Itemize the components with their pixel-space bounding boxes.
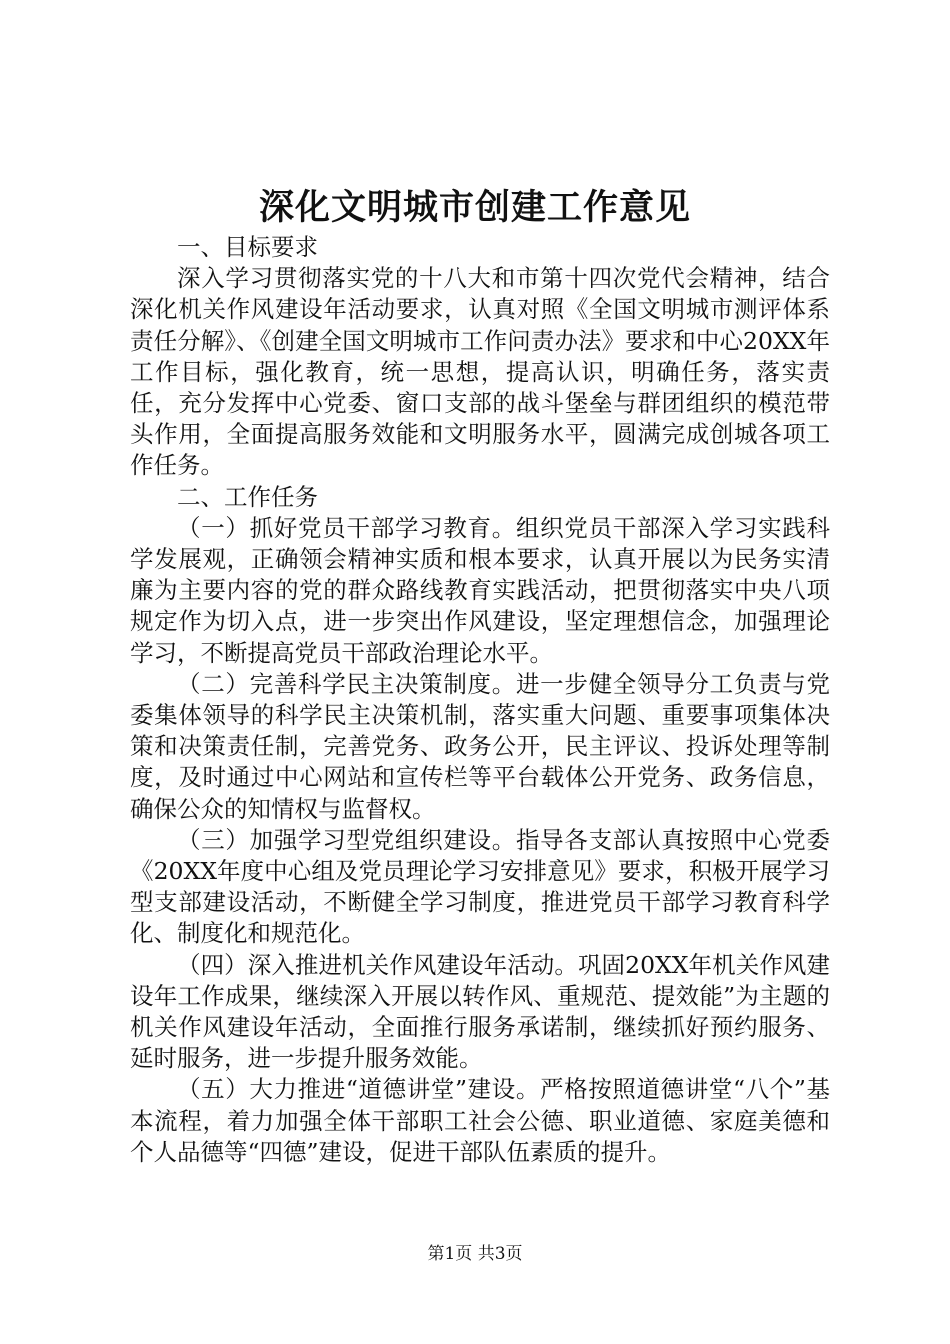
section-heading-goals: 一、目标要求: [177, 233, 318, 261]
section-heading-tasks: 二、工作任务: [177, 482, 318, 511]
paragraph-task-1: （一）抓好党员干部学习教育。组织党员干部深入学习实践科学发展观，正确领会精神实质和根本要求，认真开展以为民务实清廉为主要内容的党的群众路线教育实践活动，把贯彻落实中央八项规定作为切入点，进一步突出作风建设，坚定理想信念，加强理论学习，不断提高党员干部政治理论水平。: [130, 513, 830, 667]
document-title: 深化文明城市创建工作意见: [258, 187, 691, 228]
paragraph-goals: 深入学习贯彻落实党的十八大和市第十四次党代会精神，结合深化机关作风建设年活动要求，认真对照《全国文明城市测评体系责任分解》、《创建全国文明城市工作问责办法》要求和中心20XX年工作目标，强化教育，统一思想，提高认识，明确任务，落实责任，充分发挥中心党委、窗口支部的战斗堡垒与群团组织的模范带头作用，全面提高服务效能和文明服务水平，圆满完成创城各项工作任务。: [130, 264, 830, 480]
paragraph-task-4: （四）深入推进机关作风建设年活动。巩固20XX年机关作风建设年工作成果，继续深入开展以转作风、重规范、提效能”为主题的机关作风建设年活动，全面推行服务承诺制，继续抓好预约服务、延时服务，进一步提升服务效能。: [130, 950, 830, 1073]
paragraph-task-3: （三）加强学习型党组织建设。指导各支部认真按照中心党委《20XX年度中心组及党员理论学习安排意见》要求，积极开展学习型支部建设活动，不断健全学习制度，推进党员干部学习教育科学化、制度化和规范化。: [130, 825, 830, 948]
document-body: [130, 232, 830, 1168]
paragraph-task-2: （二）完善科学民主决策制度。进一步健全领导分工负责与党委集体领导的科学民主决策机制，落实重大问题、重要事项集体决策和决策责任制，完善党务、政务公开，民主评议、投诉处理等制度，及时通过中心网站和宣传栏等平台载体公开党务、政务信息，确保公众的知情权与监督权。: [130, 669, 830, 823]
page-footer: 第1页 共3页: [427, 1244, 523, 1264]
paragraph-task-5: （五）大力推进“道德讲堂”建设。严格按照道德讲堂“八个”基本流程，着力加强全体干部职工社会公德、职业道德、家庭美德和个人品德等“四德”建设，促进干部队伍素质的提升。: [130, 1075, 830, 1166]
